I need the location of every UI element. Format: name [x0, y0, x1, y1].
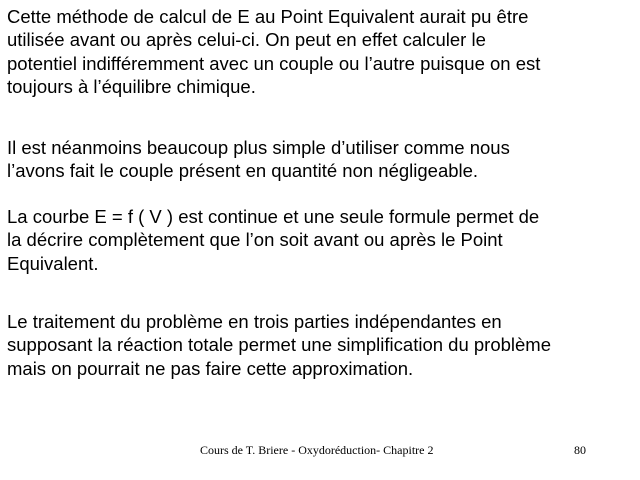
- text-line: utilisée avant ou après celui-ci. On peut en effet calculer le: [7, 29, 486, 51]
- text-line: la décrire complètement que l’on soit avant ou après le Point: [7, 229, 503, 251]
- text-line: mais on pourrait ne pas faire cette approximation.: [7, 357, 414, 379]
- page-number: 80: [574, 443, 586, 457]
- paragraph-three-parts: [7, 310, 637, 380]
- text-line: Le traitement du problème en trois parties indépendantes en: [7, 311, 502, 332]
- paragraph-calculation-method: [7, 5, 637, 98]
- text-line: La courbe E = f ( V ) est continue et une seule formule permet de: [7, 206, 540, 227]
- text-line: potentiel indifféremment avec un couple ou l’autre puisque on est: [7, 52, 541, 74]
- footer-course-title: Cours de T. Briere - Oxydoréduction- Chapitre 2: [200, 443, 434, 457]
- text-line: Il est néanmoins beaucoup plus simple d’utiliser comme nous: [7, 137, 510, 158]
- text-line: l’avons fait le couple présent en quantité non négligeable.: [7, 160, 479, 182]
- text-line: Cette méthode de calcul de E au Point Equivalent aurait pu être: [7, 6, 529, 27]
- paragraph-simpler-couple: [7, 136, 637, 183]
- text-line: supposant la réaction totale permet une simplification du problème: [7, 334, 552, 356]
- text-line: toujours à l’équilibre chimique.: [7, 75, 256, 97]
- paragraph-continuous-curve: [7, 205, 637, 275]
- text-line: Equivalent.: [7, 252, 99, 274]
